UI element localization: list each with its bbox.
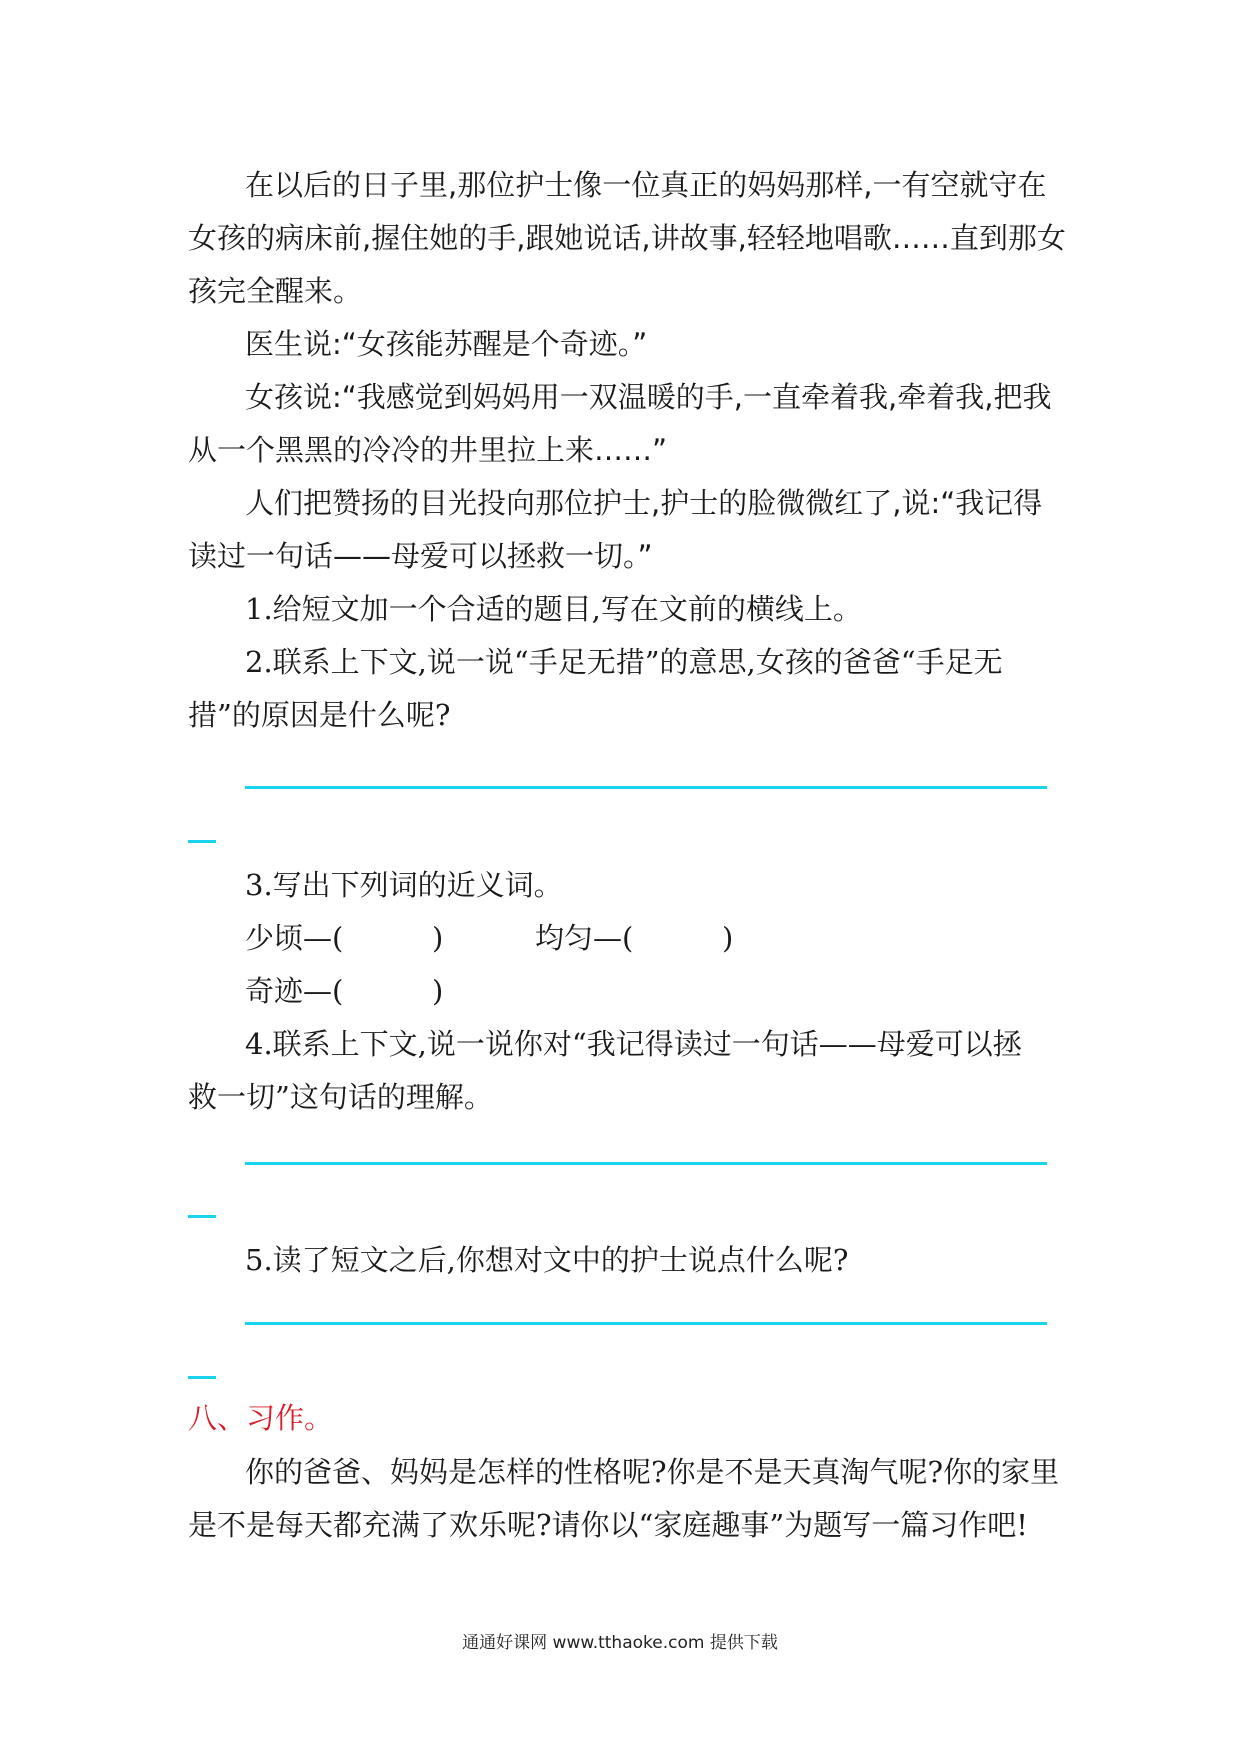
synonym-item-3-label: 奇迹—( (245, 974, 344, 1008)
story-paragraph-3-line-2: 从一个黑黑的冷冷的井里拉上来……” (188, 433, 668, 467)
question-1: 1.给短文加一个合适的题目,写在文前的横线上。 (245, 592, 862, 626)
story-paragraph-2: 医生说:“女孩能苏醒是个奇迹。” (245, 327, 648, 361)
section-8-prompt-line-2: 是不是每天都充满了欢乐呢?请你以“家庭趣事”为题写一篇习作吧! (188, 1508, 1028, 1542)
synonym-item-1-label: 少顷—( (245, 921, 344, 955)
answer-line-q5[interactable] (245, 1322, 1047, 1325)
question-2-line-2: 措”的原因是什么呢? (188, 698, 451, 732)
question-4-line-1: 4.联系上下文,说一说你对“我记得读过一句话——母爱可以拯 (245, 1027, 1022, 1061)
story-paragraph-1-line-3: 孩完全醒来。 (188, 274, 363, 308)
story-paragraph-4-line-2: 读过一句话——母爱可以拯救一切。” (188, 539, 653, 573)
synonym-item-2-close: ) (722, 921, 734, 955)
synonym-item-1-close: ) (432, 921, 444, 955)
story-paragraph-1-line-2: 女孩的病床前,握住她的手,跟她说话,讲故事,轻轻地唱歌……直到那女 (188, 221, 1066, 255)
section-8-prompt-line-1: 你的爸爸、妈妈是怎样的性格呢?你是不是天真淘气呢?你的家里 (245, 1455, 1060, 1489)
answer-line-q4[interactable] (245, 1162, 1047, 1165)
question-2-line-1: 2.联系上下文,说一说“手足无措”的意思,女孩的爸爸“手足无 (245, 645, 1003, 679)
question-3: 3.写出下列词的近义词。 (245, 868, 563, 902)
answer-line-q2-tail (188, 840, 216, 843)
question-4-line-2: 救一切”这句话的理解。 (188, 1080, 493, 1114)
footer-credit: 通通好课网 www.tthaoke.com 提供下载 (462, 1633, 778, 1653)
answer-line-q2[interactable] (245, 786, 1047, 789)
answer-line-q5-tail (188, 1376, 216, 1379)
story-paragraph-1-line-1: 在以后的日子里,那位护士像一位真正的妈妈那样,一有空就守在 (245, 168, 1047, 202)
question-5: 5.读了短文之后,你想对文中的护士说点什么呢? (245, 1243, 849, 1277)
answer-line-q4-tail (188, 1215, 216, 1218)
synonym-item-3-close: ) (432, 974, 444, 1008)
synonym-item-2-label: 均匀—( (535, 921, 634, 955)
story-paragraph-4-line-1: 人们把赞扬的目光投向那位护士,护士的脸微微红了,说:“我记得 (245, 486, 1043, 520)
section-8-heading: 八、习作。 (188, 1401, 334, 1435)
story-paragraph-3-line-1: 女孩说:“我感觉到妈妈用一双温暖的手,一直牵着我,牵着我,把我 (245, 380, 1052, 414)
